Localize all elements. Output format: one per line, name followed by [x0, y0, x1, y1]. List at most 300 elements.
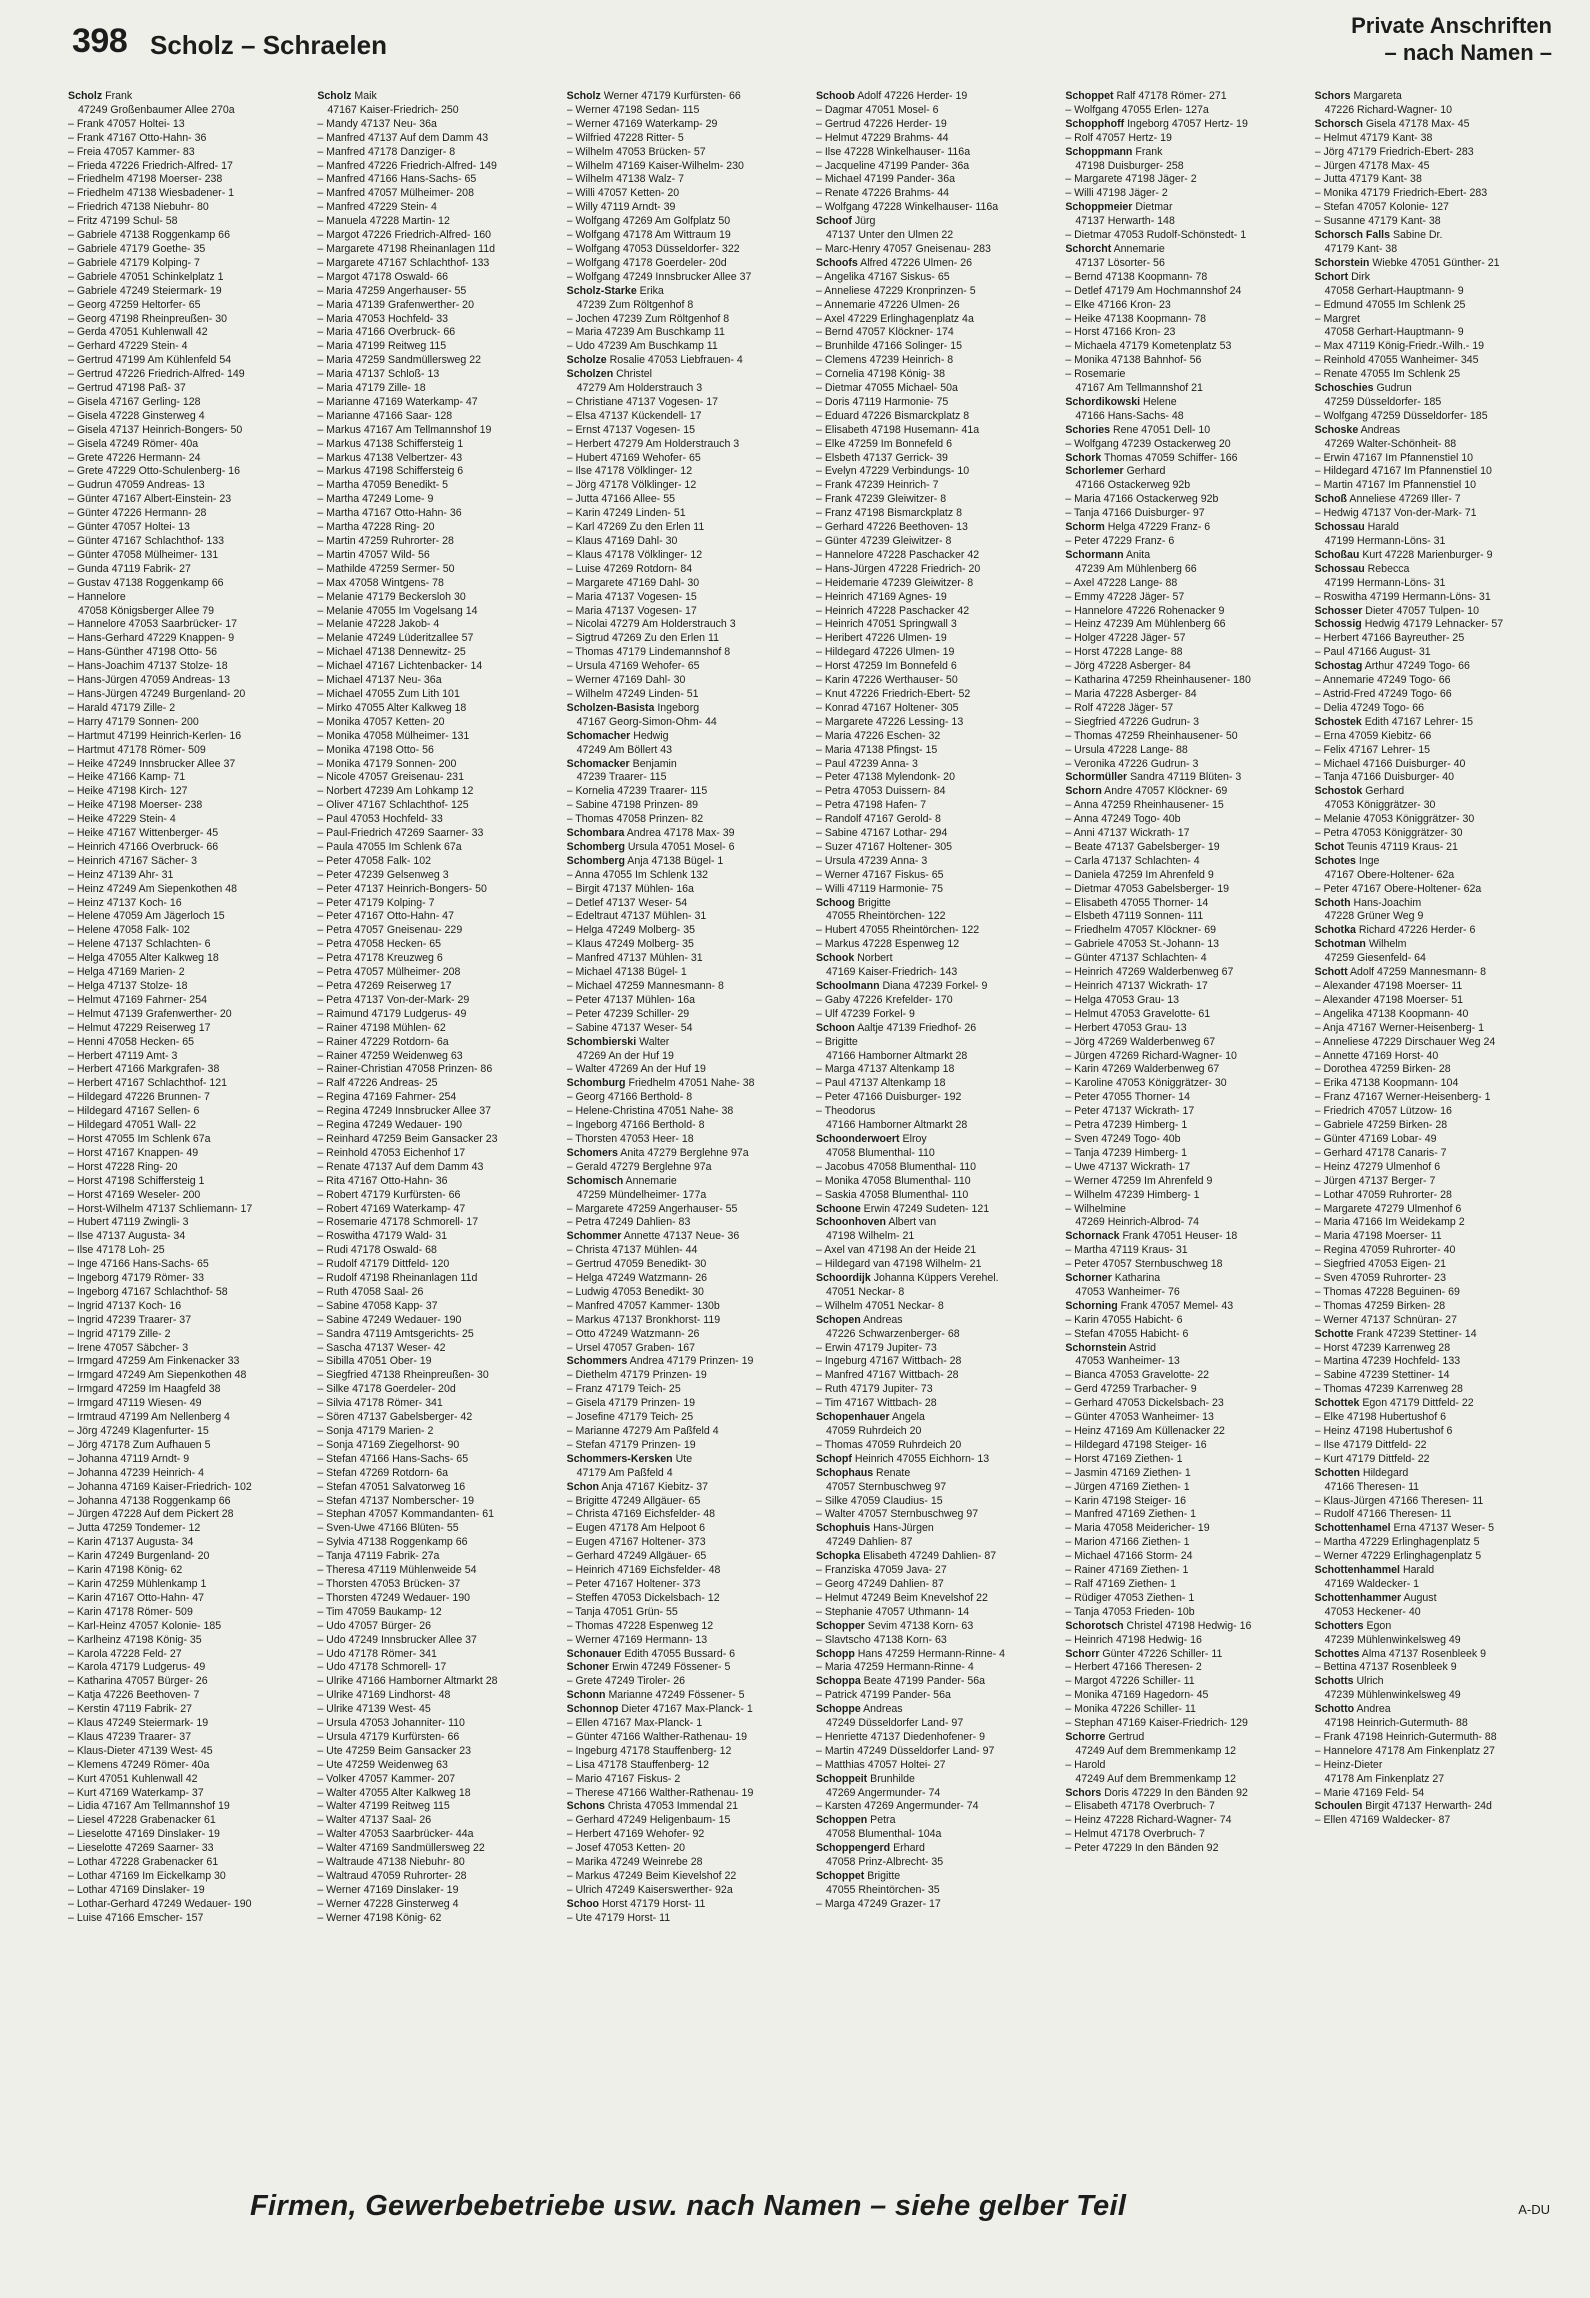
entry-details: – Manfred 47137 Auf dem Damm 43: [317, 131, 489, 144]
directory-entry: [317, 368, 560, 382]
entry-details: 47055 Rheintörchen- 35: [825, 1883, 940, 1896]
directory-entry: [567, 1175, 810, 1189]
entry-details: – Helmut 47229 Brahms- 44: [815, 131, 949, 144]
entry-details: – Elsbeth 47137 Gerrick- 39: [815, 451, 948, 464]
entry-details: Annemarie: [625, 1174, 677, 1187]
directory-entry: [1065, 1175, 1308, 1189]
entry-details: 47137 Herwarth- 148: [1075, 215, 1175, 228]
entry-details: – Karin 47259 Mühlenkamp 1: [68, 1577, 207, 1590]
entry-details: – Monika 47058 Mülheimer- 131: [317, 729, 470, 742]
entry-details: – Karin 47249 Burgenland- 20: [68, 1550, 210, 1563]
directory-entry: [816, 1884, 1059, 1898]
directory-entry: [816, 1689, 1059, 1703]
entry-details: – Karin 47249 Linden- 51: [566, 507, 686, 520]
entry-details: – Eduard 47226 Bismarckplatz 8: [815, 409, 970, 422]
directory-entry: [1065, 577, 1308, 591]
entry-details: – Sylvia 47138 Roggenkamp 66: [317, 1536, 468, 1549]
entry-details: – Helmut 47169 Fahrner- 254: [68, 993, 207, 1006]
entry-details: Erna 47137 Weser- 5: [1393, 1522, 1495, 1535]
directory-entry: [317, 1689, 560, 1703]
entry-details: – Helmut 47229 Reiserweg 17: [68, 1021, 211, 1034]
entry-details: – Elisabeth 47198 Husemann- 41a: [815, 423, 980, 436]
entry-details: – Christa 47137 Mühlen- 44: [566, 1244, 698, 1257]
entry-details: – Wilhelm 47239 Himberg- 1: [1065, 1188, 1200, 1201]
directory-entry: [1065, 1675, 1308, 1689]
directory-entry: [1315, 410, 1558, 424]
directory-entry: [816, 340, 1059, 354]
entry-surname: Schoppmeier: [1065, 201, 1133, 214]
directory-entry: [1065, 1745, 1308, 1759]
directory-entry: [317, 396, 560, 410]
entry-details: – Kurt 47169 Waterkamp- 37: [68, 1786, 204, 1799]
directory-entry: [816, 938, 1059, 952]
entry-details: – Sigtrud 47269 Zu den Erlen 11: [566, 632, 719, 645]
directory-entry: [567, 910, 810, 924]
entry-details: – Monika 47179 Friedrich-Ebert- 283: [1314, 187, 1488, 200]
entry-details: – Gisela 47167 Gerling- 128: [68, 395, 201, 408]
directory-entry: [1315, 660, 1558, 674]
entry-details: 47053 Heckener- 40: [1324, 1605, 1421, 1618]
directory-entry: [567, 938, 810, 952]
entry-details: 47179 Am Paßfeld 4: [576, 1466, 673, 1479]
directory-entry: [1065, 1439, 1308, 1453]
directory-entry: [68, 994, 311, 1008]
entry-details: – Emmy 47228 Jäger- 57: [1065, 590, 1185, 603]
directory-entry: [68, 577, 311, 591]
entry-details: 47178 Am Finkenplatz 27: [1324, 1772, 1445, 1785]
entry-details: – Katharina 47057 Bürger- 26: [68, 1675, 208, 1688]
directory-entry: [68, 118, 311, 132]
entry-details: – Uwe 47137 Wickrath- 17: [1065, 1160, 1191, 1173]
entry-details: – Michaela 47179 Kometenplatz 53: [1065, 340, 1232, 353]
directory-entry: [1315, 118, 1558, 132]
entry-details: – Liesel 47228 Grabenacker 61: [68, 1814, 216, 1827]
entry-details: – Roswitha 47199 Hermann-Löns- 31: [1314, 590, 1491, 603]
directory-entry: [1065, 758, 1308, 772]
directory-entry: [1065, 674, 1308, 688]
directory-entry: [317, 1161, 560, 1175]
entry-details: – Maria 47239 Am Buschkamp 11: [566, 326, 725, 339]
directory-entry: [68, 702, 311, 716]
directory-entry: [68, 1578, 311, 1592]
entry-details: Harald: [1402, 1564, 1435, 1577]
entry-details: – Peter 47239 Gelsenweg 3: [317, 868, 449, 881]
entry-details: – Martha 47228 Ring- 20: [317, 521, 435, 534]
directory-entry: [567, 1856, 810, 1870]
entry-details: – Peter 47179 Kolping- 7: [317, 896, 435, 909]
directory-entry: [816, 1119, 1059, 1133]
entry-details: – Tanja 47166 Duisburger- 40: [1314, 771, 1455, 784]
directory-entry: [567, 771, 810, 785]
entry-details: – Ulrich 47249 Kaiserswerther- 92a: [566, 1883, 733, 1896]
entry-details: – Stephanie 47057 Uthmann- 14: [815, 1605, 970, 1618]
directory-entry: [317, 563, 560, 577]
directory-entry: [68, 368, 311, 382]
directory-entry: [68, 952, 311, 966]
entry-details: – Martin 47249 Düsseldorfer Land- 97: [815, 1744, 995, 1757]
entry-details: 47179 Kant- 38: [1324, 242, 1398, 255]
directory-entry: [816, 1216, 1059, 1230]
entry-details: – Thorsten 47249 Wedauer- 190: [317, 1591, 471, 1604]
entry-details: – Maria 47228 Asberger- 84: [1065, 687, 1197, 700]
directory-entry: [816, 632, 1059, 646]
directory-entry: [1065, 1077, 1308, 1091]
directory-entry: [68, 771, 311, 785]
entry-details: – Ellen 47167 Max-Planck- 1: [566, 1717, 703, 1730]
directory-entry: [1065, 591, 1308, 605]
directory-entry: [1315, 368, 1558, 382]
directory-entry: [317, 1008, 560, 1022]
directory-entry: [567, 201, 810, 215]
directory-entry: [68, 1828, 311, 1842]
entry-details: – Werner 47229 Erlinghagenplatz 5: [1314, 1550, 1482, 1563]
directory-entry: [1065, 160, 1308, 174]
entry-details: – Sven-Uwe 47166 Blüten- 55: [317, 1522, 459, 1535]
entry-details: – Jörg 47178 Völklinger- 12: [566, 479, 697, 492]
directory-entry: [1065, 688, 1308, 702]
directory-entry: [1315, 618, 1558, 632]
entry-details: – Sören 47137 Gabelsberger- 42: [317, 1411, 473, 1424]
entry-surname: Schottek: [1314, 1397, 1360, 1410]
directory-entry: [567, 1133, 810, 1147]
directory-entry: [68, 1759, 311, 1773]
directory-entry: [317, 535, 560, 549]
directory-entry: [317, 1634, 560, 1648]
entry-details: – Gerhard 47226 Beethoven- 13: [815, 521, 968, 534]
directory-entry: [68, 354, 311, 368]
directory-entry: [1315, 1703, 1558, 1717]
entry-details: – Karl 47269 Zu den Erlen 11: [566, 521, 705, 534]
entry-details: – Peter 47137 Heinrich-Bongers- 50: [317, 882, 487, 895]
entry-details: – Margarete 47167 Schlachthof- 133: [317, 256, 490, 269]
entry-details: Frank: [1135, 145, 1163, 158]
entry-details: Astrid: [1128, 1341, 1156, 1354]
directory-entry: [816, 1508, 1059, 1522]
entry-details: – Stefan 47179 Prinzen- 19: [566, 1438, 696, 1451]
directory-entry: [567, 855, 810, 869]
entry-surname: Schoth: [1314, 896, 1351, 909]
directory-entry: [68, 1453, 311, 1467]
directory-entry: [567, 1008, 810, 1022]
entry-details: – Udo 47178 Schmorell- 17: [317, 1661, 447, 1674]
directory-entry: [1065, 1203, 1308, 1217]
entry-details: Anja 47167 Kiebitz- 37: [601, 1480, 708, 1493]
directory-entry: [1065, 1050, 1308, 1064]
directory-entry: [816, 1828, 1059, 1842]
entry-surname: Schorstein: [1314, 256, 1370, 269]
entry-details: – Horst 47228 Ring- 20: [68, 1160, 178, 1173]
entry-details: – Heike 47166 Kamp- 71: [68, 771, 186, 784]
directory-entry: [816, 1870, 1059, 1884]
page-number: 398: [72, 22, 128, 60]
directory-entry: [1315, 1133, 1558, 1147]
directory-entry: [1315, 1675, 1558, 1689]
entry-details: – Harry 47179 Sonnen- 200: [68, 715, 199, 728]
entry-details: – Carla 47137 Schlachten- 4: [1065, 854, 1200, 867]
entry-details: – Petra 47057 Mülheimer- 208: [317, 966, 461, 979]
entry-details: 47058 Blumenthal- 110: [825, 1146, 935, 1159]
entry-details: Ingeborg: [657, 701, 700, 714]
entry-surname: Schostag: [1314, 660, 1363, 673]
directory-entry: [317, 299, 560, 313]
directory-entry: [1065, 1314, 1308, 1328]
directory-entry: [567, 1161, 810, 1175]
directory-entry: [317, 465, 560, 479]
entry-details: – Heribert 47226 Ulmen- 19: [815, 632, 947, 645]
directory-entry: [1065, 1634, 1308, 1648]
entry-details: – Luise 47269 Rotdorn- 84: [566, 562, 693, 575]
directory-entry: [816, 535, 1059, 549]
entry-details: Erwin 47249 Sudeten- 121: [863, 1202, 990, 1215]
directory-entry: [317, 1856, 560, 1870]
directory-entry: [1065, 563, 1308, 577]
directory-entry: [317, 1133, 560, 1147]
directory-entry: [1315, 493, 1558, 507]
entry-details: – Axel 47229 Erlinghagenplatz 4a: [815, 312, 974, 325]
directory-entry: [1065, 980, 1308, 994]
entry-details: – Heinrich 47169 Eichsfelder- 48: [566, 1564, 721, 1577]
entry-details: – Wolfgang 47269 Am Golfplatz 50: [566, 215, 731, 228]
entry-details: – Paul 47166 August- 31: [1314, 646, 1431, 659]
entry-details: – Walter 47199 Reitweg 115: [317, 1800, 450, 1813]
directory-entry: [816, 1661, 1059, 1675]
entry-surname: Schoog: [815, 896, 855, 909]
directory-entry: [68, 535, 311, 549]
section-title: [1351, 12, 1552, 66]
entry-details: – Christa 47169 Eichsfelder- 48: [566, 1508, 716, 1521]
directory-entry: [567, 563, 810, 577]
entry-details: Angela: [891, 1411, 925, 1424]
entry-surname: Schopen: [815, 1313, 861, 1326]
directory-entry: [1065, 424, 1308, 438]
entry-details: – Sabine 47167 Lothar- 294: [815, 827, 948, 840]
entry-details: – Hildegard 47167 Im Pfannenstiel 10: [1314, 465, 1492, 478]
entry-details: – Josefine 47179 Teich- 25: [566, 1411, 694, 1424]
entry-details: – Wolfgang 47178 Am Wittraum 19: [566, 229, 731, 242]
entry-details: – Jacobus 47058 Blumenthal- 110: [815, 1160, 976, 1173]
entry-details: – Bettina 47137 Rosenbleek 9: [1314, 1661, 1457, 1674]
directory-entry: [68, 1203, 311, 1217]
directory-entry: [567, 257, 810, 271]
entry-details: – Manfred 47137 Mühlen- 31: [566, 952, 703, 965]
entry-details: – Heike 47198 Kirch- 127: [68, 785, 188, 798]
entry-details: – Walter 47269 An der Huf 19: [566, 1063, 706, 1076]
directory-entry: [1065, 285, 1308, 299]
directory-entry: [1315, 257, 1558, 271]
directory-entry: [567, 1578, 810, 1592]
directory-entry: [317, 1411, 560, 1425]
directory-entry: [567, 1328, 810, 1342]
entry-details: – Maria 47138 Pfingst- 15: [815, 743, 938, 756]
entry-details: – Tim 47059 Baukamp- 12: [317, 1605, 442, 1618]
entry-details: – Heinrich 47169 Agnes- 19: [815, 590, 947, 603]
entry-details: – Sabine 47239 Stettiner- 14: [1314, 1369, 1450, 1382]
entry-surname: Schommers-Kersken: [566, 1452, 673, 1465]
entry-details: 47169 Kaiser-Friedrich- 143: [825, 966, 958, 979]
entry-details: – Petra 47058 Hecken- 65: [317, 938, 442, 951]
entry-details: – Paul 47239 Anna- 3: [815, 757, 918, 770]
directory-entry: [567, 507, 810, 521]
directory-entry: [1315, 313, 1558, 327]
entry-details: – Edeltraut 47137 Mühlen- 31: [566, 910, 707, 923]
directory-entry: [567, 549, 810, 563]
entry-details: – Monika 47169 Hagedorn- 45: [1065, 1689, 1209, 1702]
directory-entry: [68, 1022, 311, 1036]
directory-entry: [68, 90, 311, 104]
entry-details: – Klaus 47249 Molberg- 35: [566, 938, 694, 951]
entry-details: – Margarete 47198 Rheinanlagen 11d: [317, 242, 496, 255]
directory-entry: [1065, 1592, 1308, 1606]
directory-entry: [816, 215, 1059, 229]
entry-details: – Hildegard 47167 Sellen- 6: [68, 1105, 200, 1118]
entry-details: – Lieselotte 47169 Dinslaker- 19: [68, 1828, 220, 1841]
directory-entry: [567, 1383, 810, 1397]
entry-details: – Peter 47137 Mühlen- 16a: [566, 993, 696, 1006]
entry-details: – Anneliese 47229 Kronprinzen- 5: [815, 284, 976, 297]
directory-entry: [567, 841, 810, 855]
directory-entry: [816, 479, 1059, 493]
directory-entry: [1315, 1800, 1558, 1814]
entry-details: – Herbert 47119 Amt- 3: [68, 1049, 178, 1062]
entry-details: – Heinrich 47167 Sächer- 3: [68, 854, 197, 867]
directory-entry: [317, 883, 560, 897]
directory-entry: [816, 605, 1059, 619]
entry-details: – Manuela 47228 Martin- 12: [317, 215, 450, 228]
directory-entry: [68, 980, 311, 994]
entry-details: 47053 Wanheimer- 13: [1075, 1355, 1180, 1368]
directory-entry: [1065, 118, 1308, 132]
entry-details: – Marianne 47169 Waterkamp- 47: [317, 395, 478, 408]
directory-entry: [317, 966, 560, 980]
entry-details: – Peter 47239 Schiller- 29: [566, 1007, 690, 1020]
section-title-line-1: Private Anschriften: [1351, 13, 1552, 38]
entry-surname: Schork: [1065, 451, 1102, 464]
directory-entry: [1065, 1467, 1308, 1481]
directory-entry: [317, 1230, 560, 1244]
directory-entry: [1065, 1230, 1308, 1244]
directory-entry: [1315, 1453, 1558, 1467]
page-header: [0, 0, 1590, 78]
entry-details: – Oliver 47167 Schlachthof- 125: [317, 799, 469, 812]
directory-entry: [816, 1161, 1059, 1175]
entry-details: – Hildegard 47198 Steiger- 16: [1065, 1438, 1207, 1451]
entry-details: – Hans-Jürgen 47228 Friedrich- 20: [815, 562, 981, 575]
directory-entry: [567, 535, 810, 549]
directory-entry: [1315, 1634, 1558, 1648]
directory-entry: [567, 1439, 810, 1453]
entry-details: – Irmgard 47119 Wiesen- 49: [68, 1397, 202, 1410]
directory-entry: [317, 160, 560, 174]
directory-entry: [816, 1592, 1059, 1606]
entry-details: – Thomas 47239 Karrenweg 28: [1314, 1383, 1463, 1396]
directory-entry: [68, 424, 311, 438]
directory-entry: [68, 201, 311, 215]
entry-details: – Wolfgang 47178 Goerdeler- 20d: [566, 256, 727, 269]
entry-details: – Petra 47178 Kreuzweg 6: [317, 952, 443, 965]
entry-details: – Gabriele 47053 St.-Johann- 13: [1065, 938, 1220, 951]
directory-entry: [1315, 1272, 1558, 1286]
directory-entry: [567, 1425, 810, 1439]
entry-details: – Johanna 47239 Heinrich- 4: [68, 1466, 205, 1479]
entry-details: – Holger 47228 Jäger- 57: [1065, 632, 1186, 645]
directory-entry: [567, 1898, 810, 1912]
directory-entry: [1315, 1481, 1558, 1495]
directory-entry: [317, 1661, 560, 1675]
entry-details: – Maria 47166 Im Weidekamp 2: [1314, 1216, 1465, 1229]
directory-entry: [1065, 1411, 1308, 1425]
entry-details: – Patrick 47199 Pander- 56a: [815, 1689, 951, 1702]
entry-details: – Melanie 47053 Königgrätzer- 30: [1314, 813, 1475, 826]
directory-entry: [567, 1689, 810, 1703]
directory-entry: [68, 479, 311, 493]
directory-entry: [317, 1328, 560, 1342]
entry-details: 47269 Heinrich-Albrod- 74: [1075, 1216, 1199, 1229]
entry-details: – Jörg 47228 Asberger- 84: [1065, 660, 1191, 673]
entry-details: – Melanie 47179 Beckersloh 30: [317, 590, 466, 603]
entry-details: – Ingeburg 47167 Wittbach- 28: [815, 1355, 962, 1368]
entry-details: – Stefan 47269 Rotdorn- 6a: [317, 1466, 449, 1479]
entry-details: Harald: [1367, 521, 1399, 534]
entry-details: – Randolf 47167 Gerold- 8: [815, 813, 941, 826]
entry-details: – Werner 47169 Dahl- 30: [566, 674, 686, 687]
entry-details: 47167 Kaiser-Friedrich- 250: [327, 103, 459, 116]
entry-details: – Ingrid 47179 Zille- 2: [68, 1327, 171, 1340]
directory-entry: [68, 1189, 311, 1203]
entry-details: – Steffen 47053 Dickelsbach- 12: [566, 1591, 720, 1604]
directory-entry: [567, 897, 810, 911]
entry-surname: Schorlemer: [1065, 465, 1124, 478]
entry-details: Andrea 47178 Max- 39: [626, 827, 735, 840]
directory-entry: [567, 1773, 810, 1787]
directory-entry: [68, 1397, 311, 1411]
directory-entry: [816, 618, 1059, 632]
entry-details: – Gustav 47138 Roggenkamp 66: [68, 576, 224, 589]
directory-entry: [317, 424, 560, 438]
directory-entry: [567, 299, 810, 313]
entry-details: – Manfred 47169 Ziethen- 1: [1065, 1508, 1197, 1521]
directory-entry: [567, 1814, 810, 1828]
entry-details: – Kurt 47179 Dittfeld- 22: [1314, 1452, 1430, 1465]
entry-details: – Herbert 47166 Markgrafen- 38: [68, 1063, 220, 1076]
directory-entry: [567, 1258, 810, 1272]
directory-entry: [1065, 1369, 1308, 1383]
directory-entry: [567, 1606, 810, 1620]
directory-entry: [1315, 1787, 1558, 1801]
entry-details: – Margret: [1314, 312, 1360, 325]
directory-entry: [68, 299, 311, 313]
directory-entry: [816, 187, 1059, 201]
directory-entry: [816, 841, 1059, 855]
entry-details: – Astrid-Fred 47249 Togo- 66: [1314, 687, 1452, 700]
directory-entry: [1065, 1133, 1308, 1147]
entry-details: – Brigitte 47249 Allgäuer- 65: [566, 1494, 701, 1507]
directory-entry: [816, 452, 1059, 466]
directory-entry: [68, 1550, 311, 1564]
entry-details: – Herbert 47053 Grau- 13: [1065, 1021, 1187, 1034]
entry-surname: Schopf: [815, 1452, 852, 1465]
entry-details: – Marga 47137 Altenkamp 18: [815, 1063, 955, 1076]
directory-entry: [68, 1050, 311, 1064]
directory-entry: [567, 1884, 810, 1898]
entry-details: – Marion 47166 Ziethen- 1: [1065, 1536, 1190, 1549]
entry-surname: Schottenhammel: [1314, 1564, 1400, 1577]
entry-details: – Ursula 47179 Kurfürsten- 66: [317, 1730, 460, 1743]
directory-entry: [816, 354, 1059, 368]
directory-entry: [1315, 897, 1558, 911]
directory-entry: [816, 1314, 1059, 1328]
directory-entry: [1065, 771, 1308, 785]
entry-details: – Felix 47167 Lehrer- 15: [1314, 743, 1431, 756]
